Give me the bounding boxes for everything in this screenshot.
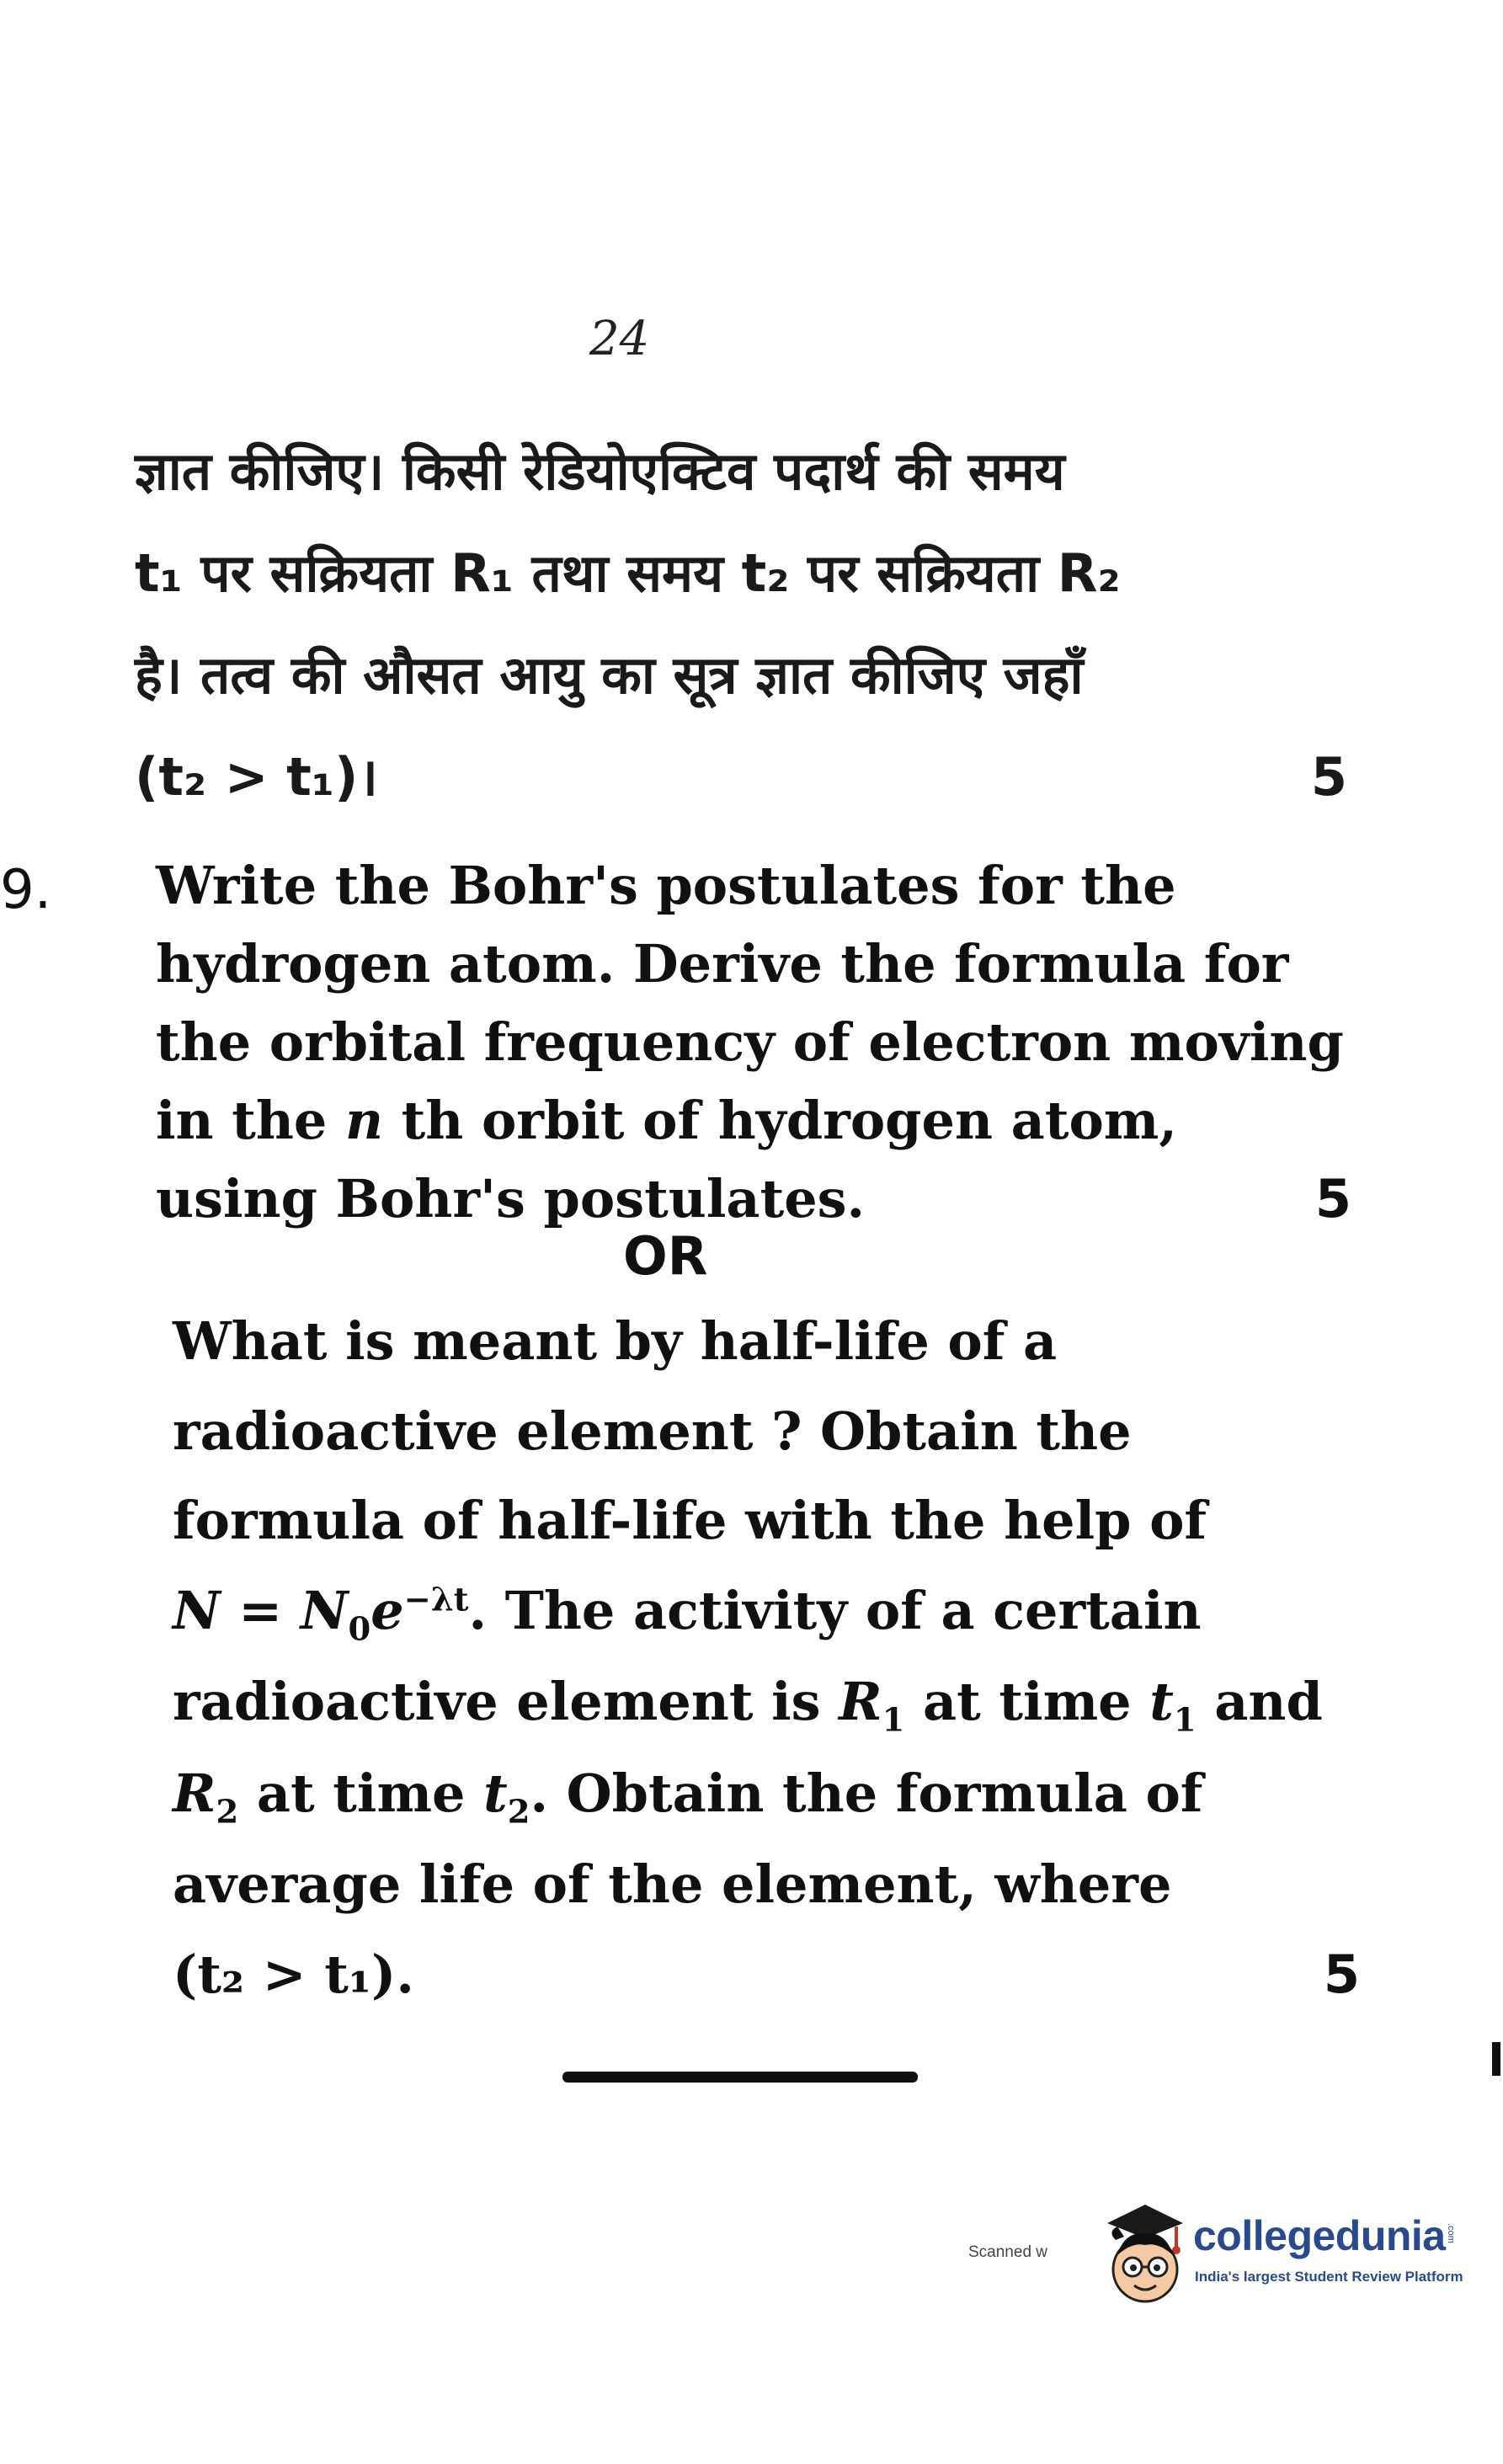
or-separator: OR	[623, 1225, 708, 1287]
q9-line-5: using Bohr's postulates.	[156, 1168, 866, 1229]
q9-line-1: Write the Bohr's postulates for the	[156, 855, 1176, 916]
hindi-marks: 5	[1310, 745, 1347, 808]
question-9-text	[156, 846, 1351, 1238]
q9-marks: 5	[1314, 1168, 1351, 1229]
brand-domain: .com	[1446, 2223, 1456, 2243]
collegedunia-logo	[1099, 2189, 1469, 2316]
hindi-line-1: ज्ञात कीजिए। किसी रेडियोएक्टिव पदार्थ की समय	[135, 440, 1065, 502]
hindi-line-2: t₁ पर सक्रियता R₁ तथा समय t₂ पर सक्रियता R₂	[135, 541, 1121, 604]
alt-line-4-formula: $N = N_0e^{-\lambda t}$. The activity of a certain	[173, 1579, 1202, 1649]
alt-line-7: average life of the element, where	[173, 1853, 1172, 1916]
scanned-watermark: Scanned w	[968, 2243, 1048, 2261]
brand-tagline: India's largest Student Review Platform	[1195, 2269, 1463, 2285]
alt-line-6: $R_2$ at time $t_2$. Obtain the formula of	[173, 1762, 1203, 1832]
hindi-question-text	[135, 421, 1347, 829]
page-number: 24	[589, 312, 650, 366]
alt-line-5: radioactive element is $R_1$ at time $t_1$ and	[173, 1671, 1323, 1740]
hindi-line-4: (t₂ > t₁)।	[135, 745, 378, 808]
alt-line-2: radioactive element ? Obtain the	[173, 1400, 1132, 1462]
mascot-icon	[1099, 2189, 1191, 2316]
q9-line-3: the orbital frequency of electron moving	[156, 1011, 1344, 1073]
hindi-line-3: है। तत्व की औसत आयु का सूत्र ज्ञात कीजिए जहाँ	[135, 643, 1084, 706]
alt-line-3: formula of half-life with the help of	[173, 1490, 1207, 1552]
alt-marks: 5	[1323, 1944, 1360, 2005]
q9-line-4: in the n th orbit of hydrogen atom,	[156, 1090, 1177, 1151]
question-number: 9.	[0, 859, 52, 921]
alt-line-1: What is meant by half-life of a	[173, 1310, 1058, 1372]
scan-edge-mark	[1492, 2042, 1500, 2076]
q9-line-2: hydrogen atom. Derive the formula for	[156, 933, 1289, 995]
brand-name: collegedunia	[1193, 2212, 1446, 2259]
end-divider	[562, 2072, 918, 2083]
alternative-question-text	[173, 1297, 1360, 2020]
alt-line-8: (t₂ > t₁).	[173, 1944, 414, 2005]
